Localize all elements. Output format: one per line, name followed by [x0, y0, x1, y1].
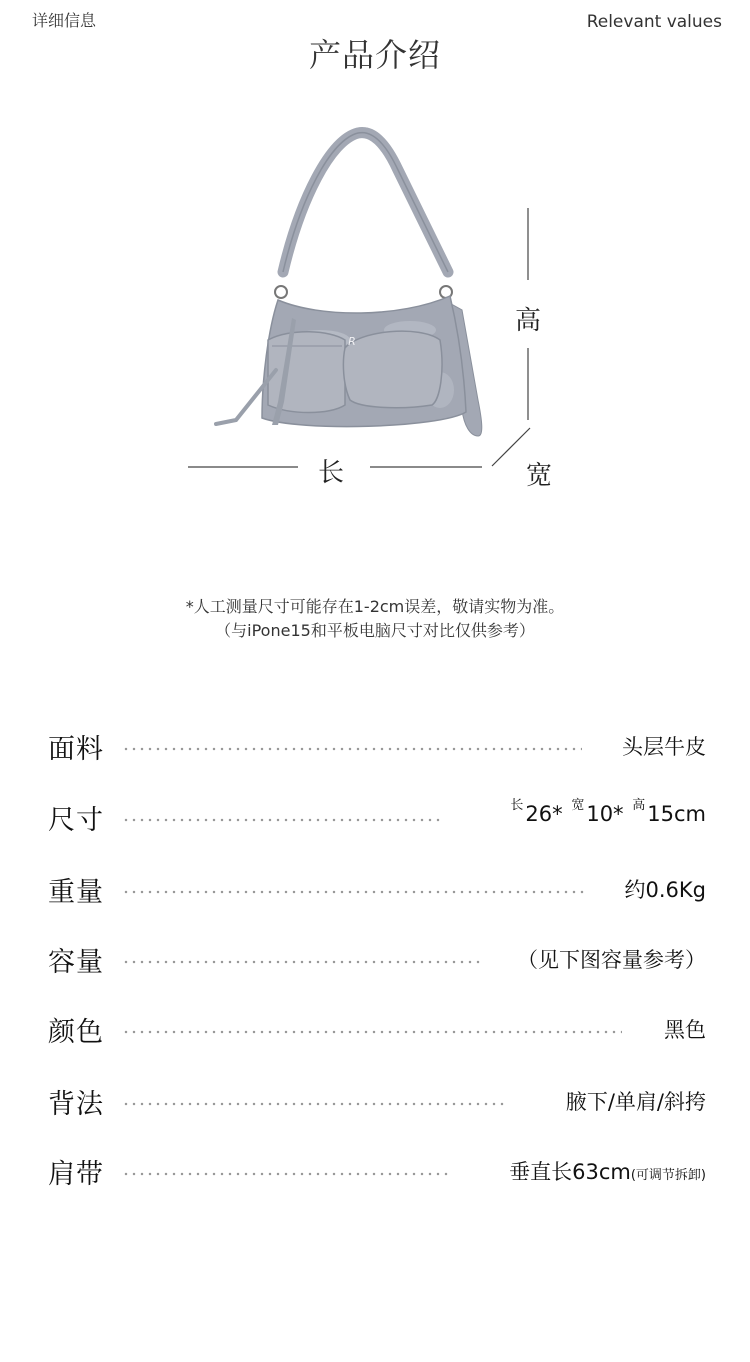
spec-value: 腋下/单肩/斜挎: [565, 1090, 706, 1114]
spec-label: 尺寸: [48, 805, 104, 836]
spec-row-carry: [0, 1082, 750, 1122]
spec-row-strap: [0, 1152, 750, 1192]
dotted-leader: [122, 1172, 452, 1176]
product-figure: [0, 0, 750, 520]
height-value: 15cm: [647, 802, 706, 826]
dotted-leader: [122, 890, 587, 894]
dotted-leader: [122, 1102, 507, 1106]
dim-label-width: 宽: [526, 461, 553, 491]
comparison-note: （与iPone15和平板电脑尺寸对比仅供参考）: [215, 621, 535, 640]
dotted-leader: [122, 747, 582, 751]
header-left-label: 详细信息: [32, 11, 97, 30]
page-title: 产品介绍: [308, 36, 441, 74]
spec-value: 黑色: [664, 1018, 706, 1042]
width-value: 10*: [586, 802, 624, 826]
spec-value: 头层牛皮: [622, 735, 706, 759]
width-superscript: 宽: [571, 798, 585, 813]
spec-label: 面料: [48, 734, 104, 765]
bag-logo: R: [348, 335, 356, 348]
spec-label: 颜色: [48, 1017, 104, 1048]
spec-value: （见下图容量参考）: [517, 948, 706, 972]
header-right-label: Relevant values: [586, 12, 722, 32]
spec-value: [509, 1156, 706, 1186]
spec-row-weight: [0, 870, 750, 910]
dim-label-height: 高: [515, 306, 542, 336]
strap-length: 垂直长63cm: [509, 1160, 631, 1184]
spec-label: 容量: [48, 947, 104, 978]
spec-row-material: [0, 727, 750, 767]
dim-label-length: 长: [318, 458, 345, 488]
spec-value: [508, 798, 706, 826]
spec-value: 约0.6Kg: [624, 878, 706, 902]
measurement-note: *人工测量尺寸可能存在1-2cm误差，敬请实物为准。: [185, 597, 565, 616]
length-value: 26*: [525, 802, 563, 826]
strap-note: (可调节拆卸): [630, 1168, 706, 1183]
dim-line-width: [492, 428, 530, 466]
spec-row-color: [0, 1010, 750, 1050]
bag-pocket-right: [343, 331, 442, 408]
spec-label: 肩带: [48, 1159, 104, 1190]
spec-label: 重量: [48, 877, 104, 908]
bag-ring-left: [275, 286, 287, 298]
spec-row-capacity: [0, 940, 750, 980]
length-superscript: 长: [510, 798, 524, 813]
bag-strap: [283, 133, 448, 272]
dotted-leader: [122, 818, 442, 822]
spec-row-size: [0, 798, 750, 838]
dotted-leader: [122, 1030, 622, 1034]
spec-label: 背法: [48, 1089, 104, 1120]
dotted-leader: [122, 960, 482, 964]
height-superscript: 高: [632, 798, 646, 813]
